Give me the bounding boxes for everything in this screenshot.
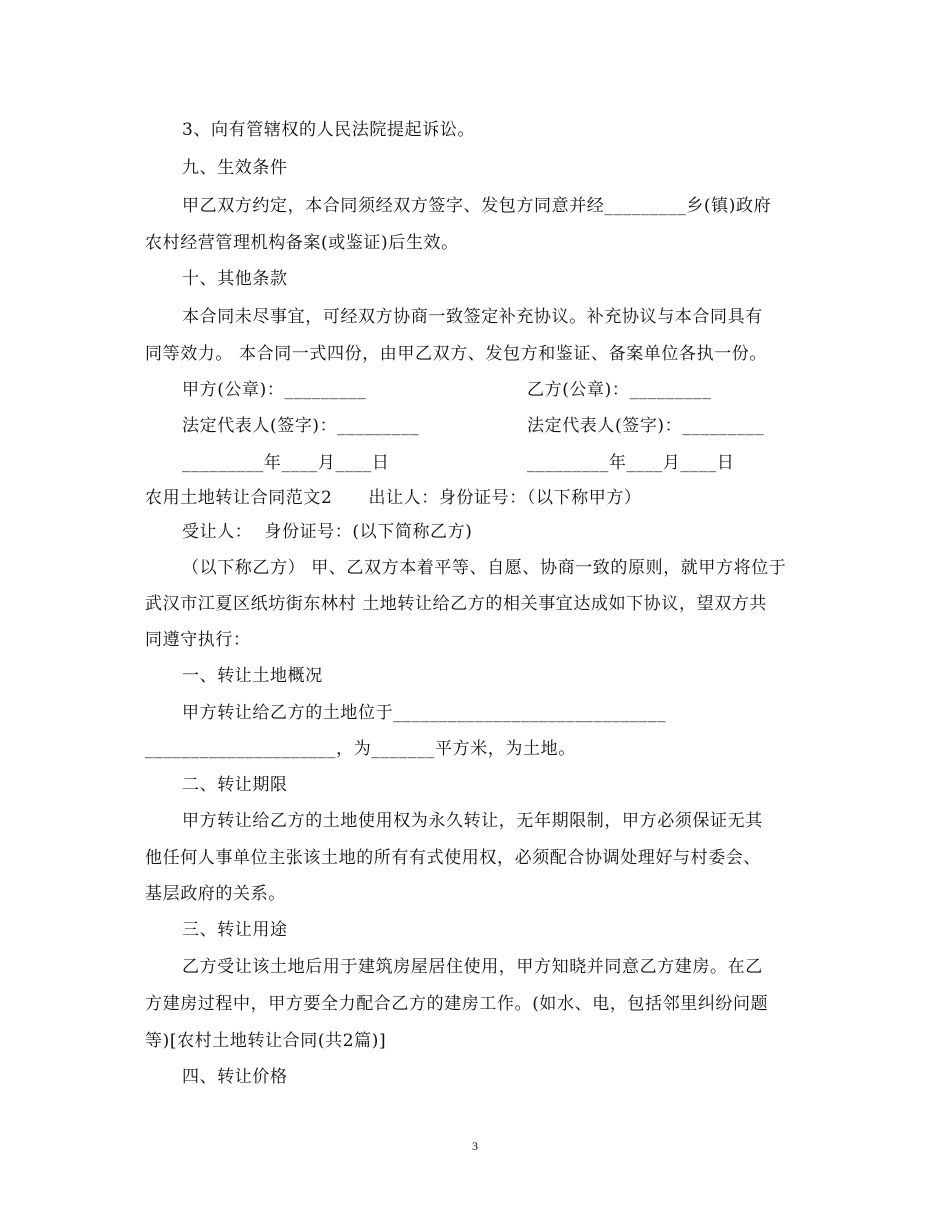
paragraph-line: 本合同未尽事宜，可经双方协商一致签定补充协议。补充协议与本合同具有 [182,307,763,327]
paragraph-line: 方建房过程中，甲方要全力配合乙方的建房工作。(如水、电，包括邻里纠纷问题 [145,994,769,1014]
party-a-date-line: _________年____月____日 [182,453,390,473]
paragraph-line: 武汉市江夏区纸坊街东林村 土地转让给乙方的相关事宜达成如下协议，望双方共 [145,594,768,614]
section-heading: 三、转让用途 [182,920,288,940]
section-heading: 一、转让土地概况 [182,666,323,686]
paragraph-line: 同遵守执行： [145,630,251,650]
paragraph-line: _____________________，为_______平方米，为土地。 [145,739,576,759]
section-heading: 十、其他条款 [182,269,288,289]
contract-title-line: 农用土地转让合同范文2 出让人：身份证号：（以下称甲方） [145,488,642,508]
transferee-line: 受让人： 身份证号：(以下简称乙方) [182,522,473,542]
clause-line: 3、向有管辖权的人民法院提起诉讼。 [182,120,476,140]
paragraph-line: 甲方转让给乙方的土地位于______________________________ [182,703,667,723]
paragraph-line: 甲方转让给乙方的土地使用权为永久转让，无年期限制，甲方必须保证无其 [182,811,763,831]
paragraph-line: 等)[农村土地转让合同(共2篇)] [145,1031,387,1051]
paragraph-line: 他任何人事单位主张该土地的所有有式使用权，必须配合协调处理好与村委会、 [145,848,761,868]
paragraph-line: 基层政府的关系。 [145,884,286,904]
party-a-seal-line: 甲方(公章)：_________ [182,380,367,400]
paragraph-line: 乙方受让该土地后用于建筑房屋居住使用，甲方知晓并同意乙方建房。在乙 [182,957,763,977]
section-heading: 九、生效条件 [182,158,288,178]
page-number: 3 [472,1139,478,1153]
paragraph-line: （以下称乙方） 甲、乙双方本着平等、自愿、协商一致的原则，就甲方将位于 [182,558,787,578]
paragraph-line: 同等效力。 本合同一式四份，由甲乙双方、发包方和鉴证、备案单位各执一份。 [145,344,768,364]
party-b-seal-line: 乙方(公章)：_________ [527,380,712,400]
paragraph-line: 甲乙双方约定，本合同须经双方签字、发包方同意并经_________乡(镇)政府 [182,196,772,216]
party-b-representative-line: 法定代表人(签字)：_________ [527,416,765,436]
section-heading: 四、转让价格 [182,1067,288,1087]
paragraph-line: 农村经营管理机构备案(或鉴证)后生效。 [145,233,459,253]
party-a-representative-line: 法定代表人(签字)：_________ [182,416,420,436]
section-heading: 二、转让期限 [182,775,288,795]
party-b-date-line: _________年____月____日 [527,453,735,473]
